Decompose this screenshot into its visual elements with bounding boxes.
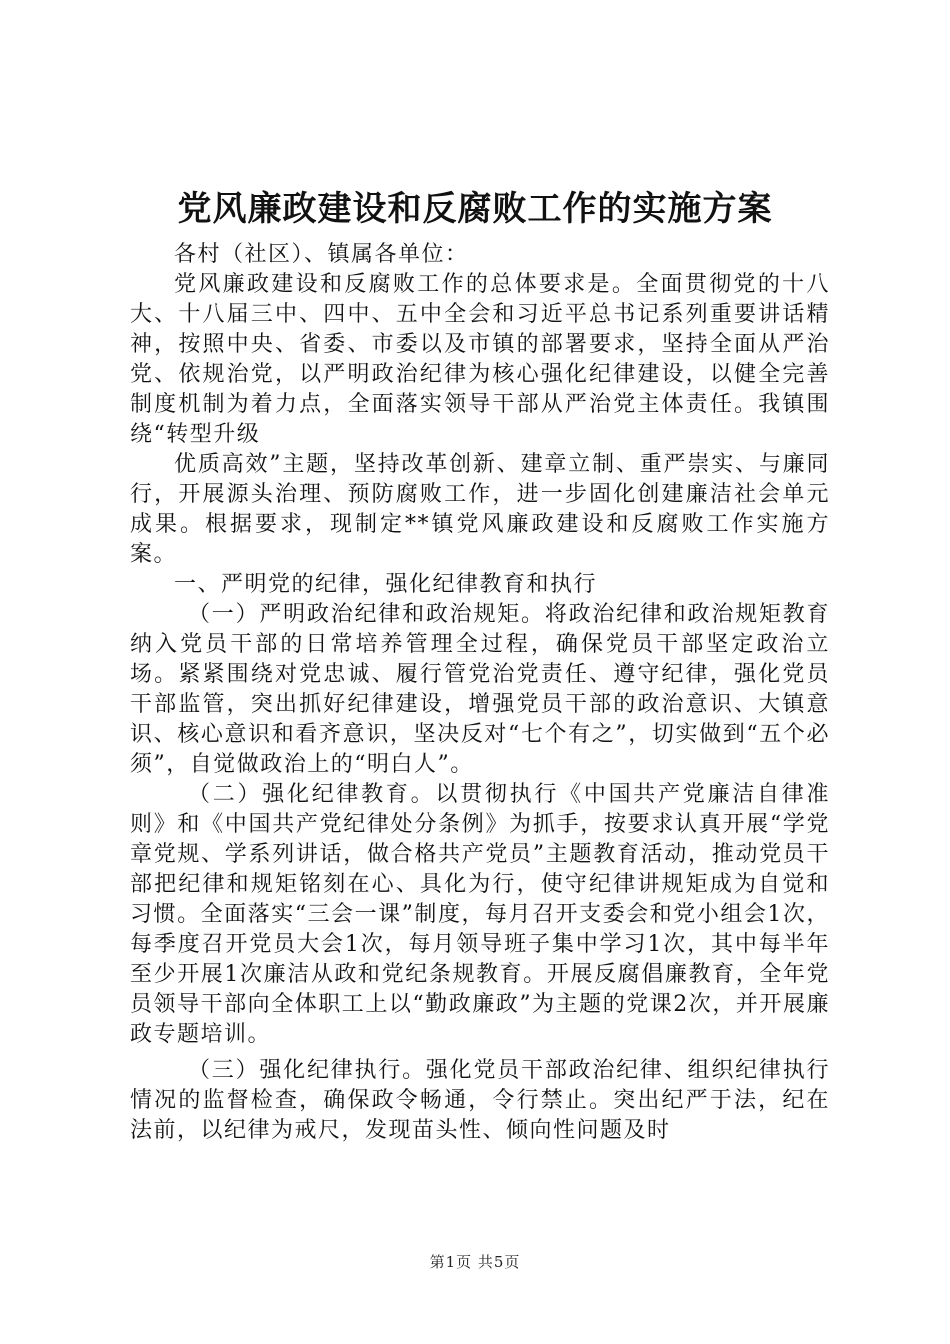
paragraph-theme: 优质高效”主题，坚持改革创新、建章立制、重严崇实、与廉同行，开展源头治理、预防腐败工作，进一步固化创建廉洁社会单元成果。根据要求，现制定**镇党风廉政建设和反腐败工作实施方案。: [130, 452, 830, 567]
page-number-footer: 第1页 共5页: [429, 1253, 521, 1271]
paragraph-general-requirements: 党风廉政建设和反腐败工作的总体要求是。全面贯彻党的十八大、十八届三中、四中、五中全会和习近平总书记系列重要讲话精神，按照中央、省委、市委以及市镇的部署要求，坚持全面从严治党、依规治党，以严明政治纪律为核心强化纪律建设，以健全完善制度机制为着力点，全面落实领导干部从严治党主体责任。我镇围绕“转型升级: [130, 272, 830, 447]
paragraph-discipline-enforcement: （三）强化纪律执行。强化党员干部政治纪律、组织纪律执行情况的监督检查，确保政令畅通，令行禁止。突出纪严于法，纪在法前，以纪律为戒尺，发现苗头性、倾向性问题及时: [130, 1058, 830, 1143]
document-title: 党风廉政建设和反腐败工作的实施方案: [177, 189, 773, 229]
salutation: 各村（社区）、镇属各单位：: [174, 242, 469, 267]
section-heading-1: 一、严明党的纪律，强化纪律教育和执行: [174, 572, 598, 597]
paragraph-political-discipline: （一）严明政治纪律和政治规矩。将政治纪律和政治规矩教育纳入党员干部的日常培养管理全过程，确保党员干部坚定政治立场。紧紧围绕对党忠诚、履行管党治党责任、遵守纪律，强化党员干部监管，突出抓好纪律建设，增强党员干部的政治意识、大镇意识、核心意识和看齐意识，坚决反对“七个有之”，切实做到“五个必须”，自觉做政治上的“明白人”。: [130, 602, 830, 777]
document-body: [130, 240, 830, 1146]
paragraph-discipline-education: （二）强化纪律教育。以贯彻执行《中国共产党廉洁自律准则》和《中国共产党纪律处分条例》为抓手，按要求认真开展“学党章党规、学系列讲话，做合格共产党员”主题教育活动，推动党员干部把纪律和规矩铭刻在心、具化为行，使守纪律讲规矩成为自觉和习惯。全面落实“三会一课”制度，每月召开支委会和党小组会1次，每季度召开党员大会1次，每月领导班子集中学习1次，其中每半年至少开展1次廉洁从政和党纪条规教育。开展反腐倡廉教育，全年党员领导干部向全体职工上以“勤政廉政”为主题的党课2次，并开展廉政专题培训。: [130, 782, 830, 1047]
